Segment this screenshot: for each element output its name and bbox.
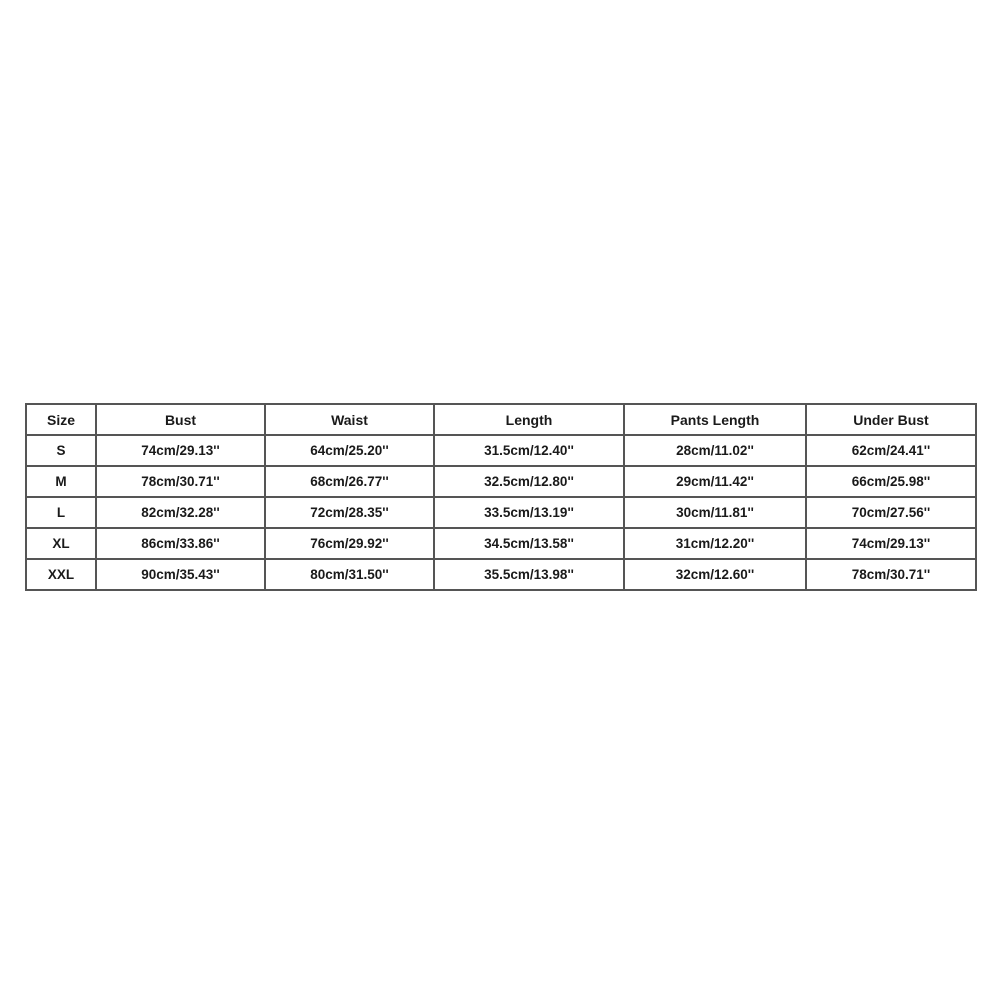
cell-under-bust: 78cm/30.71'' xyxy=(807,560,977,591)
cell-length: 33.5cm/13.19'' xyxy=(435,498,625,529)
cell-length: 31.5cm/12.40'' xyxy=(435,436,625,467)
cell-bust: 78cm/30.71'' xyxy=(97,467,266,498)
table-header-row xyxy=(27,405,977,436)
header-length: Length xyxy=(435,405,625,436)
table-row xyxy=(27,560,977,591)
size-chart-table xyxy=(25,403,977,591)
cell-pants-length: 29cm/11.42'' xyxy=(625,467,807,498)
header-under-bust: Under Bust xyxy=(807,405,977,436)
cell-under-bust: 66cm/25.98'' xyxy=(807,467,977,498)
header-size: Size xyxy=(27,405,97,436)
cell-size: M xyxy=(27,467,97,498)
cell-pants-length: 32cm/12.60'' xyxy=(625,560,807,591)
cell-size: XXL xyxy=(27,560,97,591)
header-bust: Bust xyxy=(97,405,266,436)
cell-bust: 90cm/35.43'' xyxy=(97,560,266,591)
header-waist: Waist xyxy=(266,405,435,436)
cell-length: 34.5cm/13.58'' xyxy=(435,529,625,560)
cell-waist: 68cm/26.77'' xyxy=(266,467,435,498)
table-row xyxy=(27,498,977,529)
cell-waist: 80cm/31.50'' xyxy=(266,560,435,591)
cell-bust: 74cm/29.13'' xyxy=(97,436,266,467)
cell-pants-length: 31cm/12.20'' xyxy=(625,529,807,560)
cell-under-bust: 62cm/24.41'' xyxy=(807,436,977,467)
cell-length: 32.5cm/12.80'' xyxy=(435,467,625,498)
cell-length: 35.5cm/13.98'' xyxy=(435,560,625,591)
cell-under-bust: 74cm/29.13'' xyxy=(807,529,977,560)
cell-under-bust: 70cm/27.56'' xyxy=(807,498,977,529)
cell-waist: 72cm/28.35'' xyxy=(266,498,435,529)
cell-bust: 86cm/33.86'' xyxy=(97,529,266,560)
cell-pants-length: 28cm/11.02'' xyxy=(625,436,807,467)
cell-waist: 64cm/25.20'' xyxy=(266,436,435,467)
table-row xyxy=(27,467,977,498)
cell-pants-length: 30cm/11.81'' xyxy=(625,498,807,529)
cell-bust: 82cm/32.28'' xyxy=(97,498,266,529)
cell-size: S xyxy=(27,436,97,467)
table-row xyxy=(27,529,977,560)
cell-size: XL xyxy=(27,529,97,560)
cell-size: L xyxy=(27,498,97,529)
cell-waist: 76cm/29.92'' xyxy=(266,529,435,560)
table-row xyxy=(27,436,977,467)
header-pants-length: Pants Length xyxy=(625,405,807,436)
